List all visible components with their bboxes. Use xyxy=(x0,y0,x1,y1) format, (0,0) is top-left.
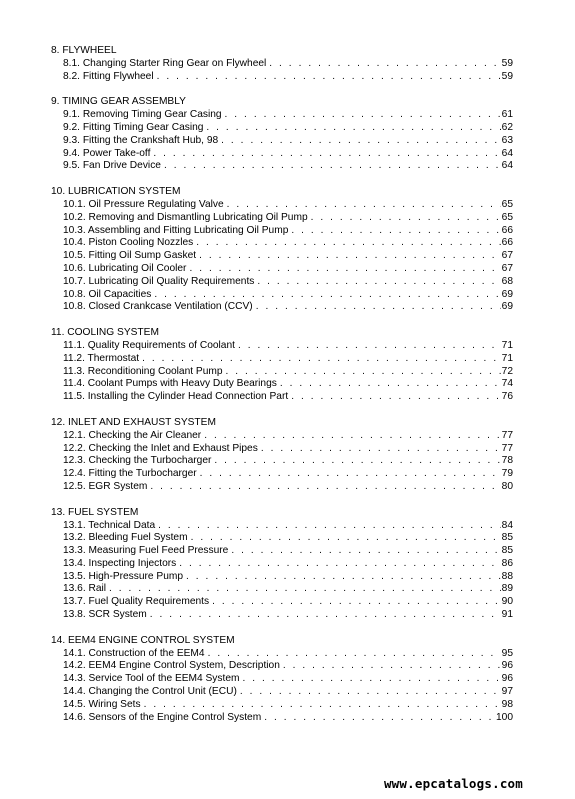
toc-entry[interactable] xyxy=(51,660,513,673)
section-title[interactable]: 9. TIMING GEAR ASSEMBLY xyxy=(51,96,186,108)
entry-label: 9.1. Removing Timing Gear Casing xyxy=(63,109,222,121)
dot-leader xyxy=(225,109,501,122)
dot-leader xyxy=(153,148,500,161)
page-number: 59 xyxy=(501,57,513,69)
watermark-url: www.epcatalogs.com xyxy=(383,776,523,791)
dot-leader xyxy=(231,545,500,558)
page-number: 61 xyxy=(501,109,513,121)
entry-label: 10.6. Lubricating Oil Cooler xyxy=(63,262,187,274)
entry-label: 12.2. Checking the Inlet and Exhaust Pipes xyxy=(63,442,258,454)
toc-entry[interactable] xyxy=(51,686,513,699)
dot-leader xyxy=(186,571,501,584)
page-number: 79 xyxy=(501,468,513,480)
dot-leader xyxy=(150,481,500,494)
entry-label: 14.4. Changing the Control Unit (ECU) xyxy=(63,686,237,698)
entry-label: 10.8. Oil Capacities xyxy=(63,288,152,300)
toc-entry[interactable] xyxy=(51,532,513,545)
page-number: 100 xyxy=(496,711,513,723)
toc-entry[interactable] xyxy=(51,237,513,250)
entry-label: 13.1. Technical Data xyxy=(63,519,156,531)
toc-entry[interactable] xyxy=(51,276,513,289)
dot-leader xyxy=(212,596,501,609)
page-number: 64 xyxy=(501,160,513,172)
page-number: 98 xyxy=(501,698,513,710)
page-number: 68 xyxy=(501,275,513,287)
entry-label: 12.1. Checking the Air Cleaner xyxy=(63,429,202,441)
section-title[interactable]: 8. FLYWHEEL xyxy=(51,45,117,56)
entry-label: 14.5. Wiring Sets xyxy=(63,698,141,710)
section-title[interactable]: 13. FUEL SYSTEM xyxy=(51,506,139,518)
toc-section xyxy=(51,96,513,173)
page-number: 80 xyxy=(501,480,513,492)
page-number: 90 xyxy=(501,596,513,608)
dot-leader xyxy=(109,583,501,596)
toc-entry[interactable] xyxy=(51,545,513,558)
dot-leader xyxy=(283,660,501,673)
dot-leader xyxy=(158,520,501,533)
toc-entry[interactable] xyxy=(51,340,513,353)
toc-entry[interactable] xyxy=(51,289,513,302)
section-title[interactable]: 11. COOLING SYSTEM xyxy=(51,327,159,339)
entry-label: 11.2. Thermostat xyxy=(63,352,140,364)
page-number: 96 xyxy=(501,660,513,672)
dot-leader xyxy=(196,237,500,250)
dot-leader xyxy=(264,712,495,725)
dot-leader xyxy=(227,199,501,212)
dot-leader xyxy=(142,353,501,366)
dot-leader xyxy=(204,430,500,443)
dot-leader xyxy=(240,686,501,699)
entry-label: 13.5. High-Pressure Pump xyxy=(63,570,184,582)
page-number: 77 xyxy=(501,442,513,454)
page-number: 65 xyxy=(501,198,513,210)
dot-leader xyxy=(221,135,500,148)
page-number: 95 xyxy=(501,647,513,659)
entry-label: 13.2. Bleeding Fuel System xyxy=(63,532,188,544)
toc-entry[interactable] xyxy=(51,648,513,661)
dot-leader xyxy=(199,250,501,263)
toc-entry[interactable] xyxy=(51,199,513,212)
page-number: 91 xyxy=(501,609,513,621)
dot-leader xyxy=(200,468,501,481)
dot-leader xyxy=(144,699,501,712)
toc-entry[interactable] xyxy=(51,301,513,314)
entry-label: 13.6. Rail xyxy=(63,583,107,595)
toc-entry[interactable] xyxy=(51,520,513,533)
dot-leader xyxy=(257,276,500,289)
dot-leader xyxy=(269,58,500,71)
page-number: 65 xyxy=(501,211,513,223)
entry-label: 9.4. Power Take-off xyxy=(63,147,151,159)
page-number: 97 xyxy=(501,686,513,698)
toc-entry[interactable] xyxy=(51,673,513,686)
page-number: 86 xyxy=(501,557,513,569)
entry-label: 10.5. Fitting Oil Sump Gasket xyxy=(63,250,197,262)
toc-entry[interactable] xyxy=(51,712,513,725)
page-number: 76 xyxy=(501,391,513,403)
toc-entry[interactable] xyxy=(51,455,513,468)
toc-section xyxy=(51,635,513,725)
page-number: 62 xyxy=(501,121,513,133)
page-number: 85 xyxy=(501,532,513,544)
toc-entry[interactable] xyxy=(51,148,513,161)
toc-entry[interactable] xyxy=(51,71,513,84)
toc-entry[interactable] xyxy=(51,583,513,596)
toc-entry[interactable] xyxy=(51,109,513,122)
toc-entry[interactable] xyxy=(51,212,513,225)
toc-section xyxy=(51,507,513,622)
entry-label: 11.4. Coolant Pumps with Heavy Duty Bearings xyxy=(63,378,277,390)
page-number: 69 xyxy=(501,301,513,313)
toc-entry[interactable] xyxy=(51,596,513,609)
page-number: 85 xyxy=(501,545,513,557)
toc-entry[interactable] xyxy=(51,571,513,584)
page-number: 71 xyxy=(501,339,513,351)
dot-leader xyxy=(242,673,500,686)
page-number: 89 xyxy=(501,583,513,595)
section-title[interactable]: 14. EEM4 ENGINE CONTROL SYSTEM xyxy=(51,634,235,646)
section-title[interactable]: 12. INLET AND EXHAUST SYSTEM xyxy=(51,416,216,428)
entry-label: 12.3. Checking the Turbocharger xyxy=(63,455,212,467)
toc-section xyxy=(51,417,513,494)
dot-leader xyxy=(164,160,501,173)
page-number: 74 xyxy=(501,378,513,390)
entry-label: 11.1. Quality Requirements of Coolant xyxy=(63,339,235,351)
entry-label: 10.1. Oil Pressure Regulating Valve xyxy=(63,198,224,210)
page-number: 66 xyxy=(501,237,513,249)
dot-leader xyxy=(238,340,501,353)
dot-leader xyxy=(179,558,500,571)
page-number: 78 xyxy=(501,455,513,467)
dot-leader xyxy=(150,609,501,622)
entry-label: 14.1. Construction of the EEM4 xyxy=(63,647,205,659)
toc-entry[interactable] xyxy=(51,468,513,481)
toc-entry[interactable] xyxy=(51,250,513,263)
toc-entry[interactable] xyxy=(51,160,513,173)
toc-entry[interactable] xyxy=(51,430,513,443)
toc-entry[interactable] xyxy=(51,263,513,276)
entry-label: 13.3. Measuring Fuel Feed Pressure xyxy=(63,545,229,557)
entry-label: 9.2. Fitting Timing Gear Casing xyxy=(63,121,204,133)
entry-label: 13.7. Fuel Quality Requirements xyxy=(63,596,210,608)
dot-leader xyxy=(291,391,500,404)
section-title[interactable]: 10. LUBRICATION SYSTEM xyxy=(51,186,181,198)
page-number: 71 xyxy=(501,352,513,364)
toc-section xyxy=(51,186,513,314)
dot-leader xyxy=(208,648,501,661)
page-number: 96 xyxy=(501,673,513,685)
toc-entry[interactable] xyxy=(51,391,513,404)
toc-entry[interactable] xyxy=(51,122,513,135)
entry-label: 9.5. Fan Drive Device xyxy=(63,160,161,172)
dot-leader xyxy=(157,71,501,84)
entry-label: 12.5. EGR System xyxy=(63,480,148,492)
toc-entry[interactable] xyxy=(51,366,513,379)
dot-leader xyxy=(214,455,500,468)
dot-leader xyxy=(191,532,501,545)
dot-leader xyxy=(291,225,500,238)
dot-leader xyxy=(280,378,501,391)
toc-entry[interactable] xyxy=(51,699,513,712)
entry-label: 9.3. Fitting the Crankshaft Hub, 98 xyxy=(63,134,219,146)
entry-label: 11.3. Reconditioning Coolant Pump xyxy=(63,365,223,377)
entry-label: 10.7. Lubricating Oil Quality Requirements xyxy=(63,275,255,287)
entry-label: 10.2. Removing and Dismantling Lubricating Oil Pump xyxy=(63,211,308,223)
toc-entry[interactable] xyxy=(51,58,513,71)
toc-entry[interactable] xyxy=(51,378,513,391)
toc-entry[interactable] xyxy=(51,353,513,366)
entry-label: 12.4. Fitting the Turbocharger xyxy=(63,468,197,480)
toc-entry[interactable] xyxy=(51,481,513,494)
table-of-contents xyxy=(51,45,513,737)
page-number: 59 xyxy=(501,70,513,82)
toc-entry[interactable] xyxy=(51,135,513,148)
toc-entry[interactable] xyxy=(51,443,513,456)
entry-label: 8.2. Fitting Flywheel xyxy=(63,70,154,82)
page-number: 67 xyxy=(501,262,513,274)
page-number: 66 xyxy=(501,224,513,236)
toc-section xyxy=(51,327,513,404)
dot-leader xyxy=(154,289,500,302)
page-number: 72 xyxy=(501,365,513,377)
toc-entry[interactable] xyxy=(51,225,513,238)
dot-leader xyxy=(256,301,501,314)
entry-label: 14.6. Sensors of the Engine Control System xyxy=(63,711,262,723)
entry-label: 10.3. Assembling and Fitting Lubricating Oil Pump xyxy=(63,224,289,236)
toc-entry[interactable] xyxy=(51,609,513,622)
dot-leader xyxy=(226,366,501,379)
page-number: 88 xyxy=(501,570,513,582)
entry-label: 10.4. Piston Cooling Nozzles xyxy=(63,237,194,249)
page-number: 64 xyxy=(501,147,513,159)
entry-label: 14.2. EEM4 Engine Control System, Description xyxy=(63,660,280,672)
page-number: 84 xyxy=(501,519,513,531)
entry-label: 11.5. Installing the Cylinder Head Connection Part xyxy=(63,391,289,403)
page-number: 77 xyxy=(501,429,513,441)
dot-leader xyxy=(206,122,500,135)
toc-entry[interactable] xyxy=(51,558,513,571)
dot-leader xyxy=(261,443,501,456)
page-number: 67 xyxy=(501,250,513,262)
dot-leader xyxy=(189,263,500,276)
page-number: 69 xyxy=(501,288,513,300)
page-number: 63 xyxy=(501,134,513,146)
entry-label: 8.1. Changing Starter Ring Gear on Flywheel xyxy=(63,57,267,69)
entry-label: 13.8. SCR System xyxy=(63,609,147,621)
entry-label: 10.8. Closed Crankcase Ventilation (CCV) xyxy=(63,301,253,313)
toc-section xyxy=(51,45,513,83)
entry-label: 14.3. Service Tool of the EEM4 System xyxy=(63,673,240,685)
dot-leader xyxy=(311,212,501,225)
entry-label: 13.4. Inspecting Injectors xyxy=(63,557,177,569)
